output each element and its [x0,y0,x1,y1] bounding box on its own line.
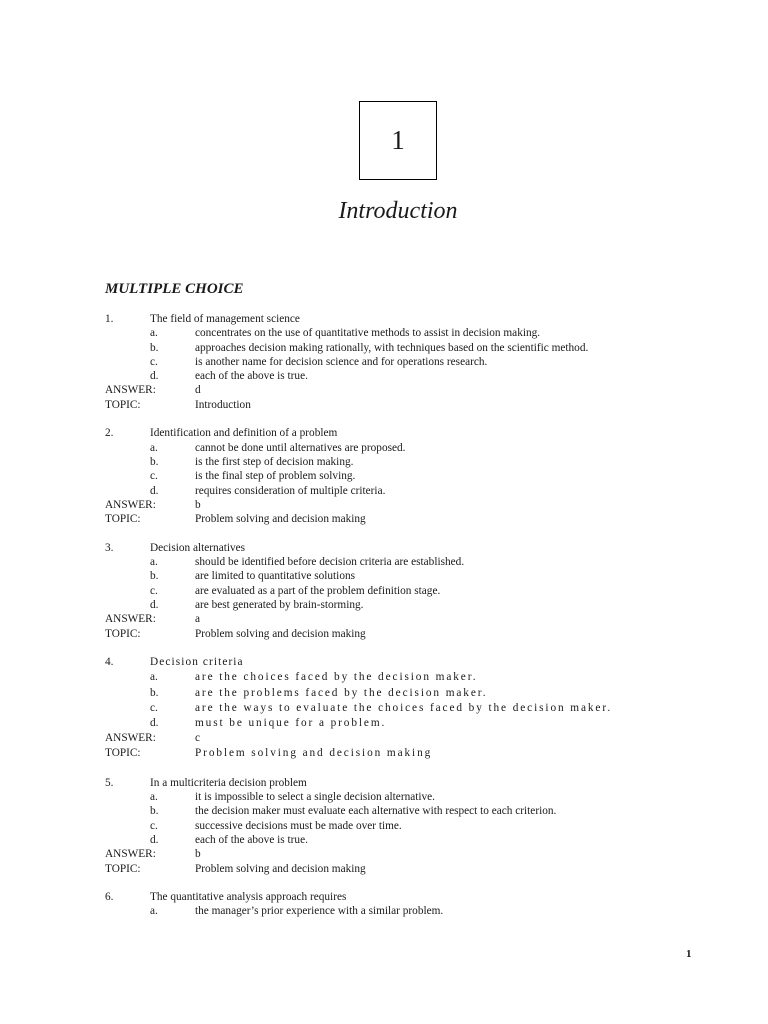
option-line [105,484,705,498]
answer-value: d [195,384,201,397]
topic-value: Introduction [195,398,251,411]
question-5 [105,776,705,876]
option-letter: d. [150,716,159,729]
option-letter: c. [150,470,158,483]
option-line [105,701,705,716]
option-line [105,686,705,701]
option-letter: c. [150,584,158,597]
question-number: 4. [105,656,114,669]
option-line [105,804,705,818]
option-text: it is impossible to select a single decision alternative. [195,791,436,804]
section-heading: MULTIPLE CHOICE [105,281,244,297]
option-text: is another name for decision science and for operations research. [195,355,488,368]
option-text: successive decisions must be made over time. [195,819,402,832]
answer-label: ANSWER: [105,732,156,745]
answer-label: ANSWER: [105,613,156,626]
topic-value: Problem solving and decision making [195,627,366,640]
option-letter: a. [150,905,158,918]
option-letter: c. [150,819,158,832]
option-line [105,455,705,469]
topic-value: Problem solving and decision making [195,747,433,760]
question-6 [105,890,705,919]
question-stem-line [105,655,705,670]
option-text: are limited to quantitative solutions [195,570,356,583]
answer-label: ANSWER: [105,498,156,511]
option-letter: d. [150,833,159,846]
option-text: is the first step of decision making. [195,455,354,468]
option-line [105,819,705,833]
option-text: cannot be done until alternatives are proposed. [195,441,406,454]
answer-value: c [195,732,202,745]
option-line [105,341,705,355]
option-line [105,904,705,918]
answer-line [105,612,705,626]
option-letter: d. [150,484,159,497]
answer-label: ANSWER: [105,384,156,397]
option-text: is the final step of problem solving. [195,470,356,483]
question-stem-line [105,426,705,440]
question-number: 5. [105,776,114,789]
answer-line [105,731,705,746]
question-stem: The quantitative analysis approach requires [150,891,347,904]
topic-line [105,512,705,526]
option-text: concentrates on the use of quantitative methods to assist in decision making. [195,327,541,340]
option-letter: c. [150,355,158,368]
page-number: 1 [686,948,692,960]
option-line [105,555,705,569]
answer-value: b [195,848,201,861]
question-stem-line [105,312,705,326]
option-text: requires consideration of multiple criteria. [195,484,386,497]
chapter-number-box [359,101,437,180]
topic-label: TOPIC: [105,513,141,526]
option-letter: b. [150,570,159,583]
option-line [105,569,705,583]
option-letter: d. [150,598,159,611]
option-text: are the ways to evaluate the choices faced by the decision maker. [195,701,613,714]
option-line [105,833,705,847]
option-line [105,790,705,804]
option-text: are the choices faced by the decision maker. [195,671,478,684]
option-letter: a. [150,791,158,804]
option-text: should be identified before decision criteria are established. [195,556,465,569]
question-number: 1. [105,313,114,325]
chapter-number: 1 [391,125,405,155]
question-2 [105,426,705,526]
option-text: each of the above is true. [195,370,308,383]
option-letter: a. [150,441,158,454]
question-1 [105,312,705,412]
option-text: approaches decision making rationally, with techniques based on the scientific method. [195,341,589,354]
option-line [105,469,705,483]
option-line [105,441,705,455]
chapter-title: Introduction [338,198,458,224]
question-list [105,312,705,933]
option-text: are best generated by brain-storming. [195,598,364,611]
topic-value: Problem solving and decision making [195,513,366,526]
option-letter: a. [150,671,158,684]
question-number: 3. [105,541,114,554]
topic-line [105,746,705,761]
topic-label: TOPIC: [105,862,141,875]
option-line [105,369,705,383]
option-text: are evaluated as a part of the problem definition stage. [195,584,441,597]
topic-label: TOPIC: [105,398,141,411]
option-letter: b. [150,805,159,818]
question-stem: The field of management science [150,313,300,325]
option-line [105,326,705,340]
option-text: are the problems faced by the decision maker. [195,686,488,699]
topic-line [105,862,705,876]
answer-line [105,498,705,512]
question-3 [105,541,705,641]
option-line [105,716,705,731]
option-line [105,584,705,598]
topic-value: Problem solving and decision making [195,862,366,875]
question-stem: Decision criteria [150,656,244,669]
option-letter: b. [150,341,159,354]
answer-value: a [195,613,201,626]
topic-label: TOPIC: [105,747,141,760]
option-letter: d. [150,370,159,383]
answer-label: ANSWER: [105,848,156,861]
topic-line [105,398,705,412]
option-letter: b. [150,686,159,699]
question-4 [105,655,705,761]
option-text: the manager’s prior experience with a similar problem. [195,905,444,918]
topic-line [105,627,705,641]
question-stem: In a multicriteria decision problem [150,776,307,789]
option-text: the decision maker must evaluate each alternative with respect to each criterion. [195,805,557,818]
answer-line [105,847,705,861]
option-line [105,598,705,612]
question-number: 2. [105,427,114,440]
question-stem: Identification and definition of a problem [150,427,338,440]
option-letter: a. [150,556,158,569]
answer-line [105,383,705,397]
option-text: must be unique for a problem. [195,716,387,729]
question-stem-line [105,776,705,790]
option-line [105,670,705,685]
question-stem: Decision alternatives [150,541,246,554]
question-stem-line [105,541,705,555]
option-letter: a. [150,327,158,340]
question-stem-line [105,890,705,904]
topic-label: TOPIC: [105,627,141,640]
answer-value: b [195,498,201,511]
option-letter: c. [150,701,158,714]
question-number: 6. [105,891,114,904]
option-text: each of the above is true. [195,833,308,846]
option-letter: b. [150,455,159,468]
option-line [105,355,705,369]
